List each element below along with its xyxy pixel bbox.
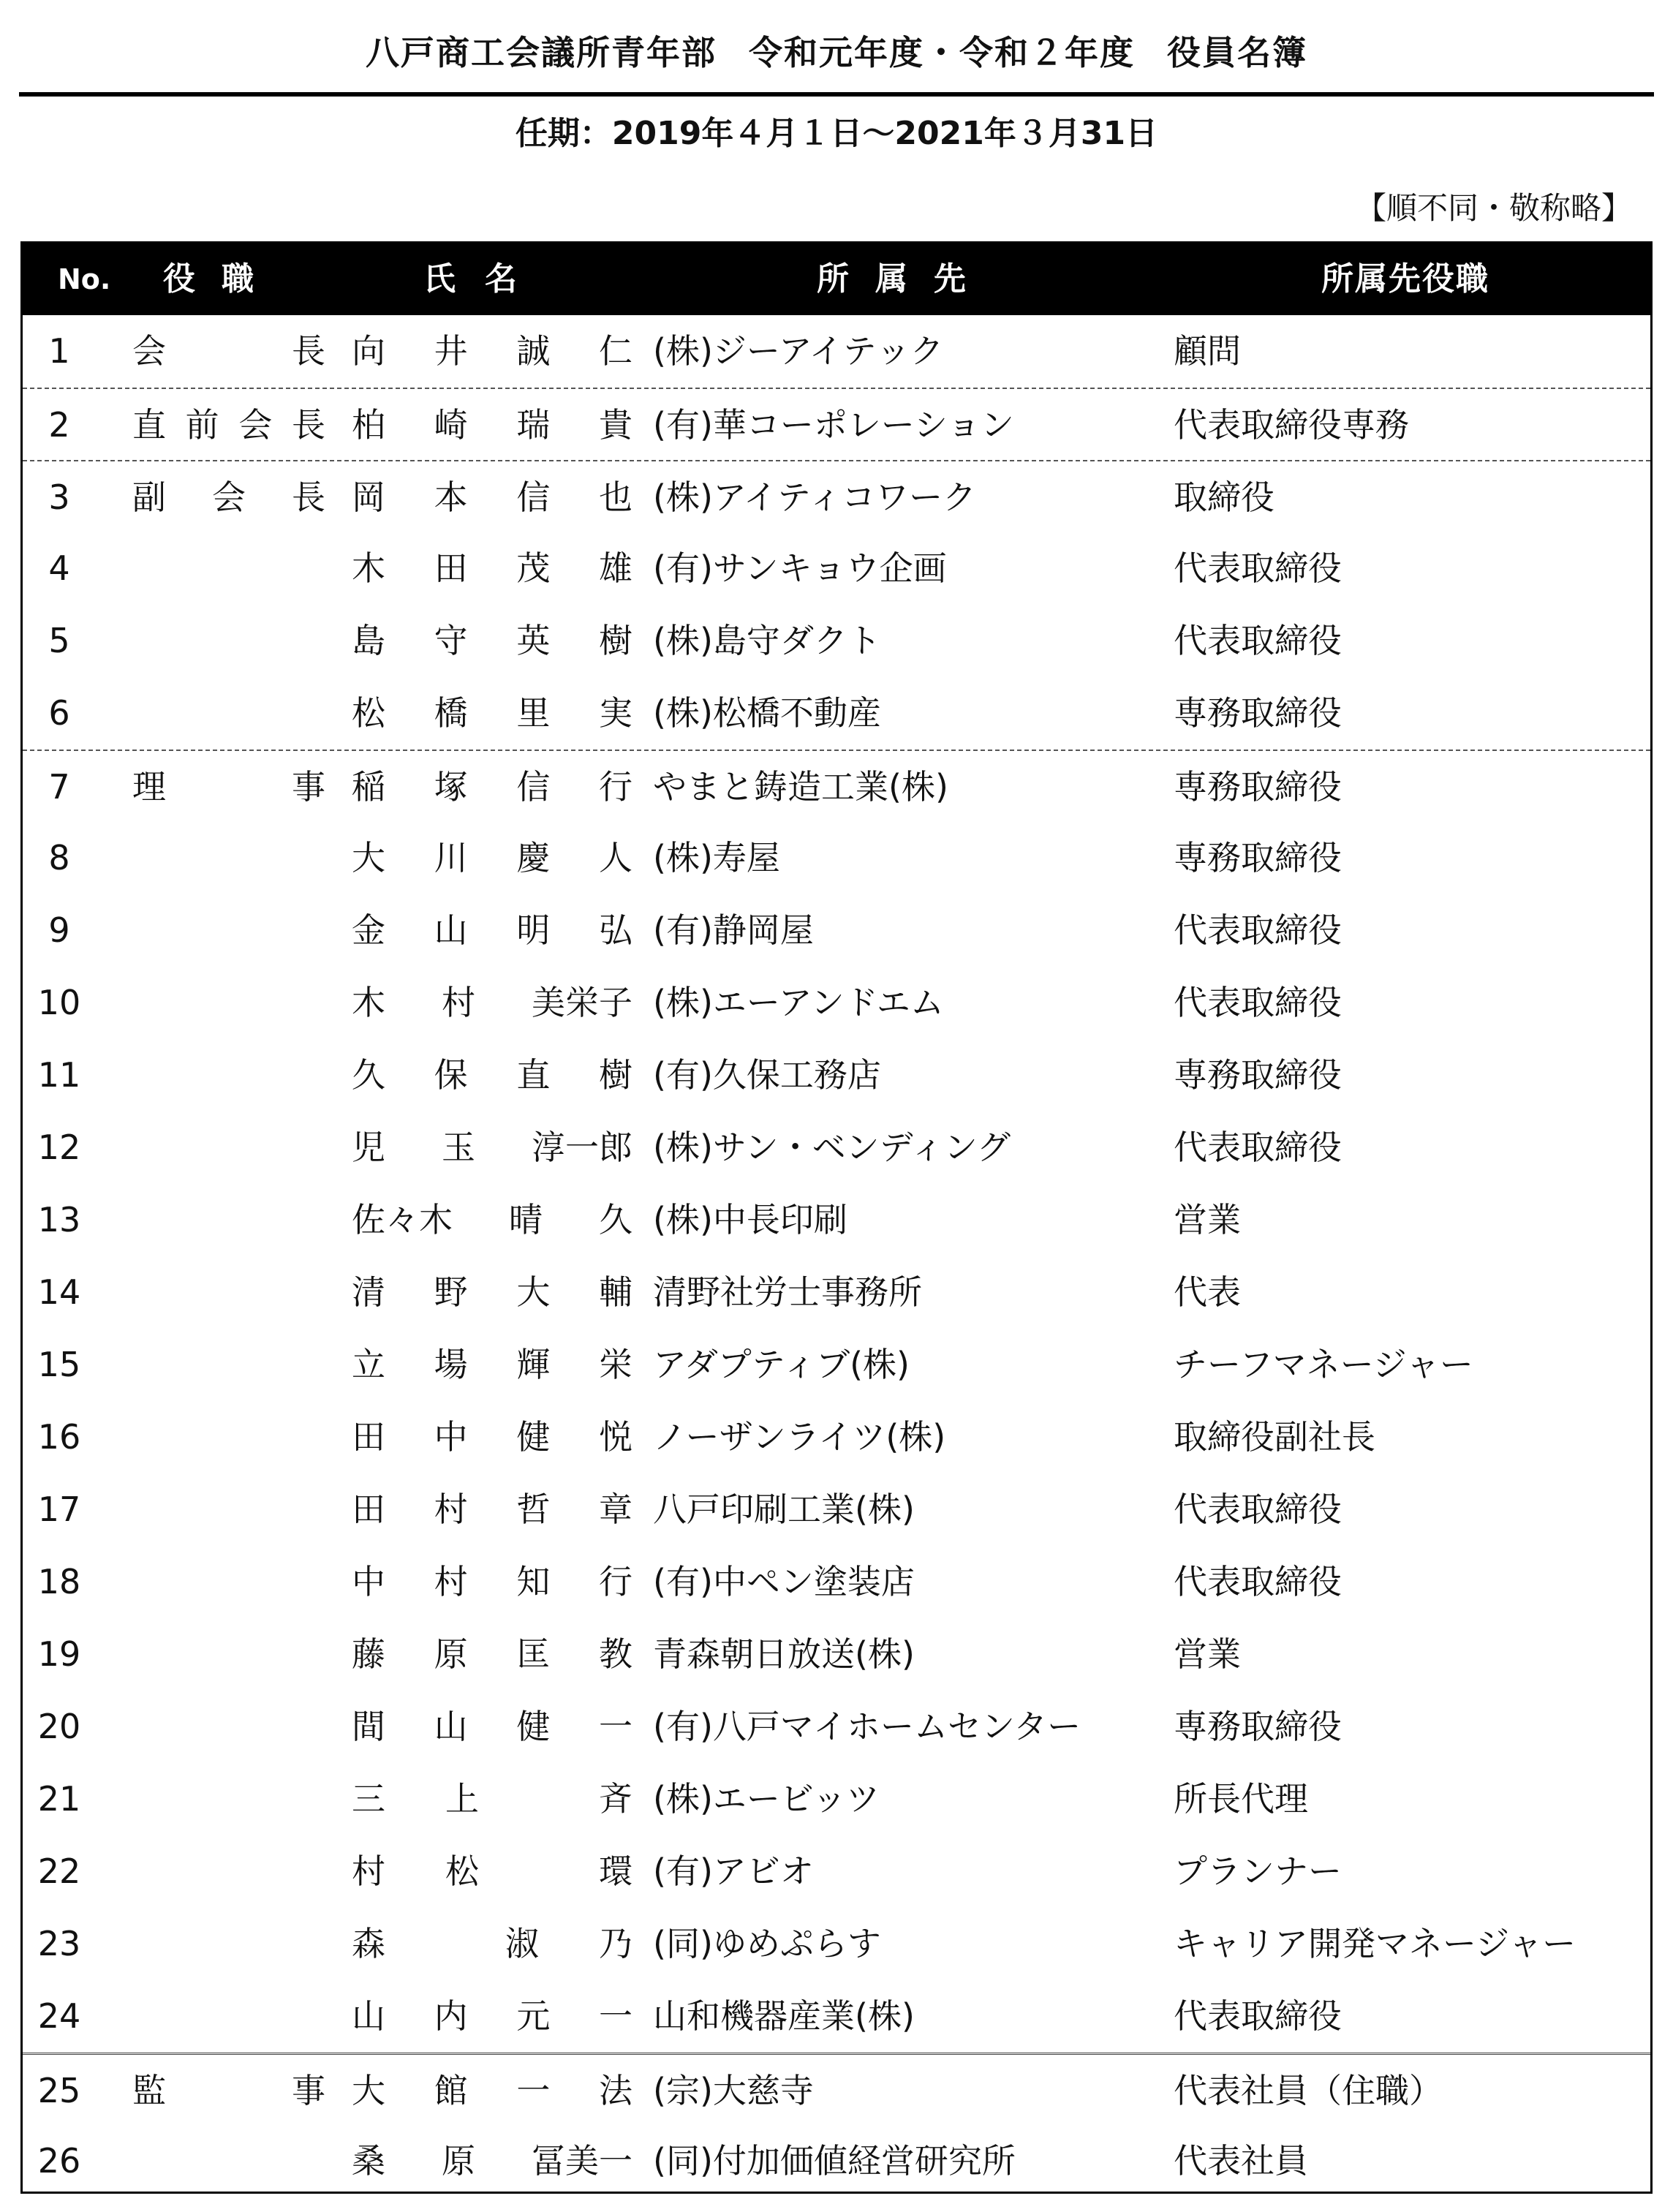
name-part: 金 <box>352 910 385 950</box>
name-part: 信 <box>516 767 551 807</box>
name-part: 健 <box>516 1707 551 1746</box>
table-row <box>23 315 1650 388</box>
name-part: 美栄子 <box>532 983 632 1022</box>
cell-name <box>352 532 632 605</box>
name-part: 向 <box>352 331 385 371</box>
header-role: 役職 <box>163 260 280 298</box>
cell-org: (有)華コーポレーション <box>653 405 1015 445</box>
cell-org-role: 代表社員 <box>1174 2141 1308 2181</box>
table-row <box>23 1618 1650 1691</box>
name-part: 野 <box>434 1272 468 1312</box>
name-part: 玉 <box>442 1128 475 1167</box>
name-part: 淳一郎 <box>532 1128 632 1167</box>
cell-org: 八戸印刷工業(株) <box>653 1490 915 1529</box>
order-note: 【順不同・敬称略】 <box>1355 190 1632 226</box>
cell-org: 清野社労士事務所 <box>653 1272 922 1312</box>
cell-role <box>132 1835 325 1908</box>
document-title <box>0 26 1673 75</box>
name-part: 岡 <box>352 477 385 517</box>
role-char: 事 <box>292 767 325 807</box>
cell-role <box>132 751 325 823</box>
name-part: 人 <box>598 838 632 877</box>
cell-org-role: 代表取締役 <box>1174 910 1342 950</box>
cell-role <box>132 1546 325 1618</box>
cell-org: (宗)大慈寺 <box>653 2071 814 2110</box>
name-part: 村 <box>352 1851 385 1891</box>
name-part: 法 <box>598 2071 632 2110</box>
cell-name <box>352 1908 632 1980</box>
table-row <box>23 1039 1650 1111</box>
cell-org: (有)八戸マイホームセンター <box>653 1707 1081 1746</box>
cell-role <box>132 1184 325 1256</box>
cell-org: (株)アイティコワーク <box>653 477 977 517</box>
cell-org-role: チーフマネージャー <box>1174 1345 1473 1384</box>
name-part: 島 <box>352 621 385 660</box>
name-part: 村 <box>442 983 475 1022</box>
name-part: 一 <box>598 1996 632 2036</box>
name-part: 川 <box>434 838 468 877</box>
name-part: 木 <box>352 548 385 588</box>
name-part: 匡 <box>516 1634 551 1674</box>
cell-no: 6 <box>48 693 70 733</box>
cell-org: (有)中ペン塗装店 <box>653 1562 915 1601</box>
cell-role <box>132 1401 325 1473</box>
cell-name <box>352 605 632 677</box>
header-no: No. <box>58 263 111 295</box>
cell-org: (株)島守ダクト <box>653 621 881 660</box>
name-part: 本 <box>434 477 468 517</box>
cell-org: ノーザンライツ(株) <box>653 1417 946 1457</box>
table-row <box>23 750 1650 823</box>
cell-role-text <box>132 315 325 388</box>
name-part: 間 <box>352 1707 385 1746</box>
cell-role <box>132 822 325 894</box>
name-part: 誠 <box>516 331 551 371</box>
name-part: 英 <box>516 621 551 660</box>
cell-role <box>132 1039 325 1111</box>
name-part: 中 <box>352 1562 385 1601</box>
cell-role <box>132 605 325 677</box>
cell-org: (株)サン・ベンディング <box>653 1128 1011 1167</box>
name-part: 場 <box>434 1345 468 1384</box>
cell-org-role: 代表社員（住職） <box>1174 2071 1443 2110</box>
table-row <box>23 677 1650 750</box>
cell-role-text <box>132 751 325 823</box>
cell-role-text <box>132 461 325 534</box>
table-row <box>23 2125 1650 2197</box>
role-char: 会 <box>132 331 166 371</box>
cell-no: 2 <box>48 405 70 445</box>
cell-no: 19 <box>37 1634 81 1674</box>
cell-org-role: 顧問 <box>1174 331 1241 371</box>
name-part: 中 <box>434 1417 468 1457</box>
cell-org-role: 取締役副社長 <box>1174 1417 1375 1457</box>
table-row <box>23 1473 1650 1546</box>
cell-name <box>352 1763 632 1835</box>
name-part: 三 <box>352 1779 385 1819</box>
name-part: 哲 <box>516 1490 551 1529</box>
cell-org: アダプティブ(株) <box>653 1345 910 1384</box>
cell-no: 15 <box>37 1345 81 1384</box>
cell-role <box>132 389 325 461</box>
name-part: 山 <box>434 910 468 950</box>
cell-name <box>352 1691 632 1763</box>
cell-no: 11 <box>37 1055 81 1095</box>
role-char: 長 <box>292 331 325 371</box>
role-char: 長 <box>292 477 325 517</box>
table-row <box>23 605 1650 677</box>
cell-org: (株)エービッツ <box>653 1779 880 1819</box>
cell-no: 18 <box>37 1562 81 1601</box>
cell-role <box>132 1908 325 1980</box>
name-part: 雄 <box>598 548 632 588</box>
name-part: 内 <box>434 1996 468 2036</box>
name-part: 森 <box>352 1924 385 1963</box>
cell-org-role: 代表取締役 <box>1174 1996 1342 2036</box>
cell-name <box>352 967 632 1039</box>
cell-org: (株)ジーアイテック <box>653 331 944 371</box>
name-part: 大 <box>352 838 385 877</box>
cell-no: 3 <box>48 477 70 517</box>
cell-no: 7 <box>48 767 70 807</box>
cell-no: 23 <box>37 1924 81 1963</box>
cell-org: (株)寿屋 <box>653 838 780 877</box>
cell-org-role: 専務取締役 <box>1174 1055 1342 1095</box>
cell-role-text <box>132 389 325 461</box>
cell-org-role: 代表取締役 <box>1174 1490 1342 1529</box>
name-part: 藤 <box>352 1634 385 1674</box>
cell-role <box>132 1691 325 1763</box>
table-row <box>23 1111 1650 1184</box>
cell-org-role: 専務取締役 <box>1174 767 1342 807</box>
cell-no: 21 <box>37 1779 81 1819</box>
cell-org-role: 専務取締役 <box>1174 838 1342 877</box>
table-row <box>23 1835 1650 1908</box>
cell-no: 22 <box>37 1851 81 1891</box>
role-char: 監 <box>132 2071 166 2110</box>
cell-org-role: 代表取締役 <box>1174 1562 1342 1601</box>
name-part: 悦 <box>598 1417 632 1457</box>
name-part: 輝 <box>516 1345 551 1384</box>
name-part: 保 <box>434 1055 468 1095</box>
name-part: 明 <box>516 910 551 950</box>
cell-role <box>132 1980 325 2053</box>
name-part: 樹 <box>598 621 632 660</box>
cell-name <box>352 1546 632 1618</box>
name-part: 橋 <box>434 693 468 733</box>
role-char: 会 <box>238 405 273 445</box>
cell-org-role: 所長代理 <box>1174 1779 1308 1819</box>
cell-org-role: 専務取締役 <box>1174 1707 1342 1746</box>
name-part: 崎 <box>434 405 468 445</box>
cell-org-role: 代表取締役 <box>1174 1128 1342 1167</box>
name-part: 健 <box>516 1417 551 1457</box>
name-part: 栄 <box>598 1345 632 1384</box>
cell-org-role: プランナー <box>1174 1851 1342 1891</box>
name-part: 行 <box>598 767 632 807</box>
name-part: 守 <box>434 621 468 660</box>
name-part: 塚 <box>434 767 468 807</box>
table-row <box>23 1329 1650 1401</box>
name-part: 実 <box>598 693 632 733</box>
cell-org-role: 代表 <box>1174 1272 1241 1312</box>
cell-no: 24 <box>37 1996 81 2036</box>
name-part: 館 <box>434 2071 468 2110</box>
table-row <box>23 1401 1650 1473</box>
cell-no: 25 <box>37 2071 81 2110</box>
cell-org: (有)アビオ <box>653 1851 814 1891</box>
table-row <box>23 532 1650 605</box>
name-part: 行 <box>598 1562 632 1601</box>
cell-role <box>132 894 325 967</box>
cell-org: 山和機器産業(株) <box>653 1996 915 2036</box>
cell-role <box>132 532 325 605</box>
name-part: 松 <box>445 1851 479 1891</box>
table-row <box>23 1546 1650 1618</box>
name-part: 輔 <box>598 1272 632 1312</box>
name-part: 木 <box>352 983 385 1022</box>
name-part: 茂 <box>516 548 551 588</box>
name-part: 立 <box>352 1345 385 1384</box>
cell-name <box>352 315 632 388</box>
header-name: 氏名 <box>423 260 546 298</box>
name-part: 章 <box>598 1490 632 1529</box>
cell-role <box>132 1256 325 1329</box>
cell-name <box>352 2055 632 2127</box>
name-part: 山 <box>352 1996 385 2036</box>
role-char: 副 <box>132 477 166 517</box>
cell-role <box>132 1618 325 1691</box>
cell-org-role: 代表取締役 <box>1174 621 1342 660</box>
name-part: 久 <box>352 1055 385 1095</box>
cell-org-role: キャリア開発マネージャー <box>1174 1924 1576 1963</box>
cell-name <box>352 822 632 894</box>
name-part: 山 <box>434 1707 468 1746</box>
name-part: 知 <box>516 1562 551 1601</box>
cell-org-role: 代表取締役 <box>1174 548 1342 588</box>
cell-role <box>132 1111 325 1184</box>
cell-name <box>352 461 632 534</box>
name-part: 冨美一 <box>532 2141 632 2181</box>
name-part: 乃 <box>599 1924 632 1963</box>
cell-name <box>352 1111 632 1184</box>
name-part: 元 <box>516 1996 551 2036</box>
name-part: 原 <box>434 1634 468 1674</box>
cell-no: 5 <box>48 621 70 660</box>
cell-org: (同)ゆめぷらす <box>653 1924 881 1963</box>
name-part: 仁 <box>598 331 632 371</box>
name-part: 井 <box>434 331 468 371</box>
role-char: 会 <box>212 477 246 517</box>
name-part: 児 <box>352 1128 385 1167</box>
name-part: 一 <box>516 2071 551 2110</box>
cell-no: 17 <box>37 1490 81 1529</box>
officer-table <box>20 241 1653 2194</box>
name-part: 貴 <box>598 405 632 445</box>
cell-role <box>132 461 325 534</box>
name-part: 松 <box>352 693 385 733</box>
name-part: 柏 <box>352 405 385 445</box>
name-part: 一 <box>598 1707 632 1746</box>
cell-no: 4 <box>48 548 70 588</box>
cell-role <box>132 2055 325 2127</box>
name-part: 原 <box>442 2141 475 2181</box>
name-part: 斉 <box>599 1779 632 1819</box>
role-char: 事 <box>292 2071 325 2110</box>
name-part: 弘 <box>598 910 632 950</box>
role-char: 前 <box>185 405 219 445</box>
cell-org: (有)静岡屋 <box>653 910 814 950</box>
name-part: 也 <box>598 477 632 517</box>
cell-org-role: 代表取締役専務 <box>1174 405 1409 445</box>
name-part: 佐々木 <box>352 1200 453 1239</box>
cell-name <box>352 1039 632 1111</box>
cell-org-role: 営業 <box>1174 1634 1241 1674</box>
cell-no: 20 <box>37 1707 81 1746</box>
cell-no: 14 <box>37 1272 81 1312</box>
cell-name <box>352 677 632 750</box>
table-row <box>23 2053 1650 2127</box>
cell-no: 16 <box>37 1417 81 1457</box>
name-part: 田 <box>352 1417 385 1457</box>
name-part: 清 <box>352 1272 385 1312</box>
cell-org: (有)久保工務店 <box>653 1055 881 1095</box>
table-header <box>23 244 1650 315</box>
cell-role <box>132 677 325 750</box>
cell-role <box>132 967 325 1039</box>
name-part: 村 <box>434 1490 468 1529</box>
role-char: 理 <box>132 767 166 807</box>
table-row <box>23 460 1650 534</box>
name-part: 直 <box>516 1055 551 1095</box>
name-part: 村 <box>434 1562 468 1601</box>
name-part: 晴 <box>509 1200 543 1239</box>
table-row <box>23 967 1650 1039</box>
cell-org: (株)エーアンドエム <box>653 983 944 1022</box>
cell-role <box>132 315 325 388</box>
name-part: 稲 <box>352 767 385 807</box>
name-part: 大 <box>516 1272 551 1312</box>
title-rule <box>19 92 1654 97</box>
name-part: 環 <box>599 1851 632 1891</box>
cell-name <box>352 389 632 461</box>
cell-org: (有)サンキョウ企画 <box>653 548 947 588</box>
cell-no: 8 <box>48 838 70 877</box>
table-row <box>23 894 1650 967</box>
cell-org-role: 代表取締役 <box>1174 983 1342 1022</box>
cell-role <box>132 2125 325 2197</box>
role-char: 直 <box>132 405 166 445</box>
name-part: 教 <box>598 1634 632 1674</box>
header-org: 所属先 <box>817 260 992 298</box>
name-part: 田 <box>352 1490 385 1529</box>
cell-org-role: 営業 <box>1174 1200 1241 1239</box>
cell-name <box>352 1618 632 1691</box>
table-row <box>23 1763 1650 1835</box>
name-part: 淑 <box>505 1924 539 1963</box>
cell-no: 9 <box>48 910 70 950</box>
table-row <box>23 1691 1650 1763</box>
name-part: 大 <box>352 2071 385 2110</box>
name-part: 上 <box>445 1779 479 1819</box>
cell-org: (株)松橋不動産 <box>653 693 881 733</box>
cell-name <box>352 894 632 967</box>
table-row <box>23 388 1650 461</box>
cell-name <box>352 1473 632 1546</box>
name-part: 慶 <box>516 838 551 877</box>
cell-org-role: 専務取締役 <box>1174 693 1342 733</box>
title-doc: 役員名簿 <box>1167 33 1307 72</box>
name-part: 樹 <box>598 1055 632 1095</box>
cell-name <box>352 1184 632 1256</box>
cell-name <box>352 2125 632 2197</box>
cell-name <box>352 1835 632 1908</box>
name-part: 久 <box>599 1200 632 1239</box>
name-part: 桑 <box>352 2141 385 2181</box>
table-row <box>23 1184 1650 1256</box>
header-org-role: 所属先役職 <box>1321 260 1489 298</box>
cell-org: やまと鋳造工業(株) <box>653 767 948 807</box>
cell-role <box>132 1763 325 1835</box>
cell-no: 12 <box>37 1128 81 1167</box>
cell-role <box>132 1473 325 1546</box>
cell-name <box>352 1401 632 1473</box>
cell-name <box>352 1256 632 1329</box>
cell-org-role: 取締役 <box>1174 477 1274 517</box>
cell-no: 26 <box>37 2141 81 2181</box>
name-part: 里 <box>516 693 551 733</box>
table-row <box>23 822 1650 894</box>
cell-org: (同)付加価値経営研究所 <box>653 2141 1016 2181</box>
cell-role-text <box>132 2055 325 2127</box>
role-char: 長 <box>291 405 325 445</box>
table-row <box>23 1908 1650 1980</box>
cell-no: 1 <box>48 331 70 371</box>
cell-org: 青森朝日放送(株) <box>653 1634 915 1674</box>
cell-name <box>352 1980 632 2053</box>
term-of-office: 任期：2019年４月１日～2021年３月31日 <box>515 115 1158 152</box>
cell-role <box>132 1329 325 1401</box>
cell-name <box>352 1329 632 1401</box>
cell-no: 13 <box>37 1200 81 1239</box>
cell-org: (株)中長印刷 <box>653 1200 847 1239</box>
cell-no: 10 <box>37 983 81 1022</box>
title-organization: 八戸商工会議所青年部 <box>366 33 717 72</box>
cell-name <box>352 751 632 823</box>
table-row <box>23 1980 1650 2053</box>
title-years: 令和元年度・令和２年度 <box>749 33 1135 72</box>
name-part: 田 <box>434 548 468 588</box>
name-part: 信 <box>516 477 551 517</box>
name-part: 瑞 <box>516 405 551 445</box>
table-row <box>23 1256 1650 1329</box>
